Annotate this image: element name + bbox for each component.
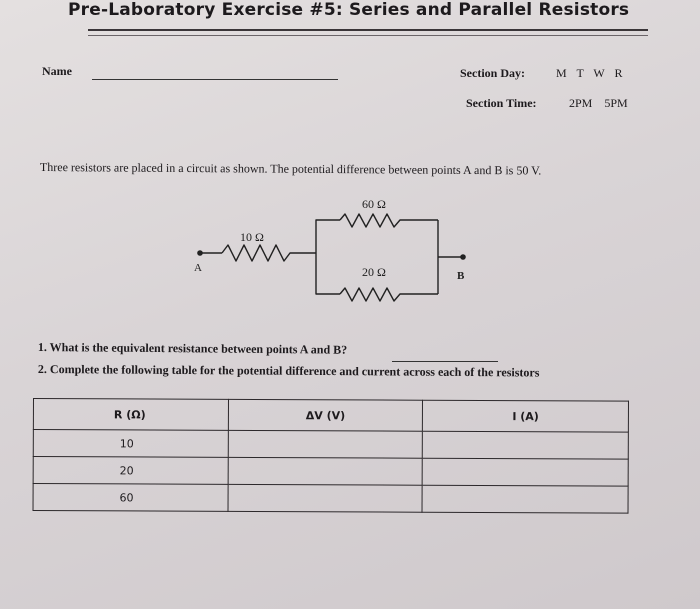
resistor-20 <box>340 288 438 301</box>
header-resistance: R (Ω) <box>33 399 228 431</box>
header-current: I (A) <box>423 400 629 432</box>
label-point-a: A <box>194 262 202 274</box>
cell-resistance: 20 <box>33 457 228 485</box>
problem-statement: Three resistors are placed in a circuit as shown. The potential difference between points A and B is 50 V. <box>39 160 542 178</box>
section-day-label: Section Day: <box>460 66 525 80</box>
name-field[interactable] <box>92 79 338 80</box>
cell-voltage[interactable] <box>228 484 423 512</box>
question-2: 2. Complete the following table for the potential difference and current across each of the resistors <box>37 362 540 380</box>
label-point-b: B <box>457 270 465 282</box>
results-table <box>33 398 629 514</box>
resistor-60 <box>340 214 438 227</box>
table-row <box>33 430 628 460</box>
label-r3: 20 Ω <box>362 265 386 279</box>
terminal-a <box>197 250 203 256</box>
cell-resistance: 10 <box>33 430 228 458</box>
wire-left-node <box>316 220 340 253</box>
label-r1: 10 Ω <box>240 230 264 244</box>
table-row <box>33 457 628 487</box>
section-time-label: Section Time: <box>466 96 537 110</box>
circuit-diagram <box>180 190 480 310</box>
page-title: Pre-Laboratory Exercise #5: Series and Parallel Resistors <box>68 0 630 20</box>
label-r2: 60 Ω <box>362 197 386 211</box>
question-1: 1. What is the equivalent resistance between points A and B? <box>37 340 348 357</box>
table-row <box>33 484 628 514</box>
header-voltage: ΔV (V) <box>228 399 423 431</box>
cell-voltage[interactable] <box>228 430 423 458</box>
cell-current[interactable] <box>422 485 628 513</box>
section-day-options[interactable]: M T W R <box>556 66 623 80</box>
cell-resistance: 60 <box>33 484 228 512</box>
title-underline-secondary <box>88 35 648 36</box>
answer-1-field[interactable] <box>392 361 498 362</box>
name-label: Name <box>42 64 72 78</box>
wire-left-lower <box>316 253 340 294</box>
section-time-options[interactable]: 2PM 5PM <box>569 96 628 110</box>
title-underline <box>88 29 648 31</box>
cell-voltage[interactable] <box>228 457 423 485</box>
table-header-row <box>33 399 628 433</box>
cell-current[interactable] <box>423 458 629 486</box>
cell-current[interactable] <box>423 431 629 459</box>
resistor-10 <box>222 245 316 261</box>
terminal-b <box>460 254 466 260</box>
